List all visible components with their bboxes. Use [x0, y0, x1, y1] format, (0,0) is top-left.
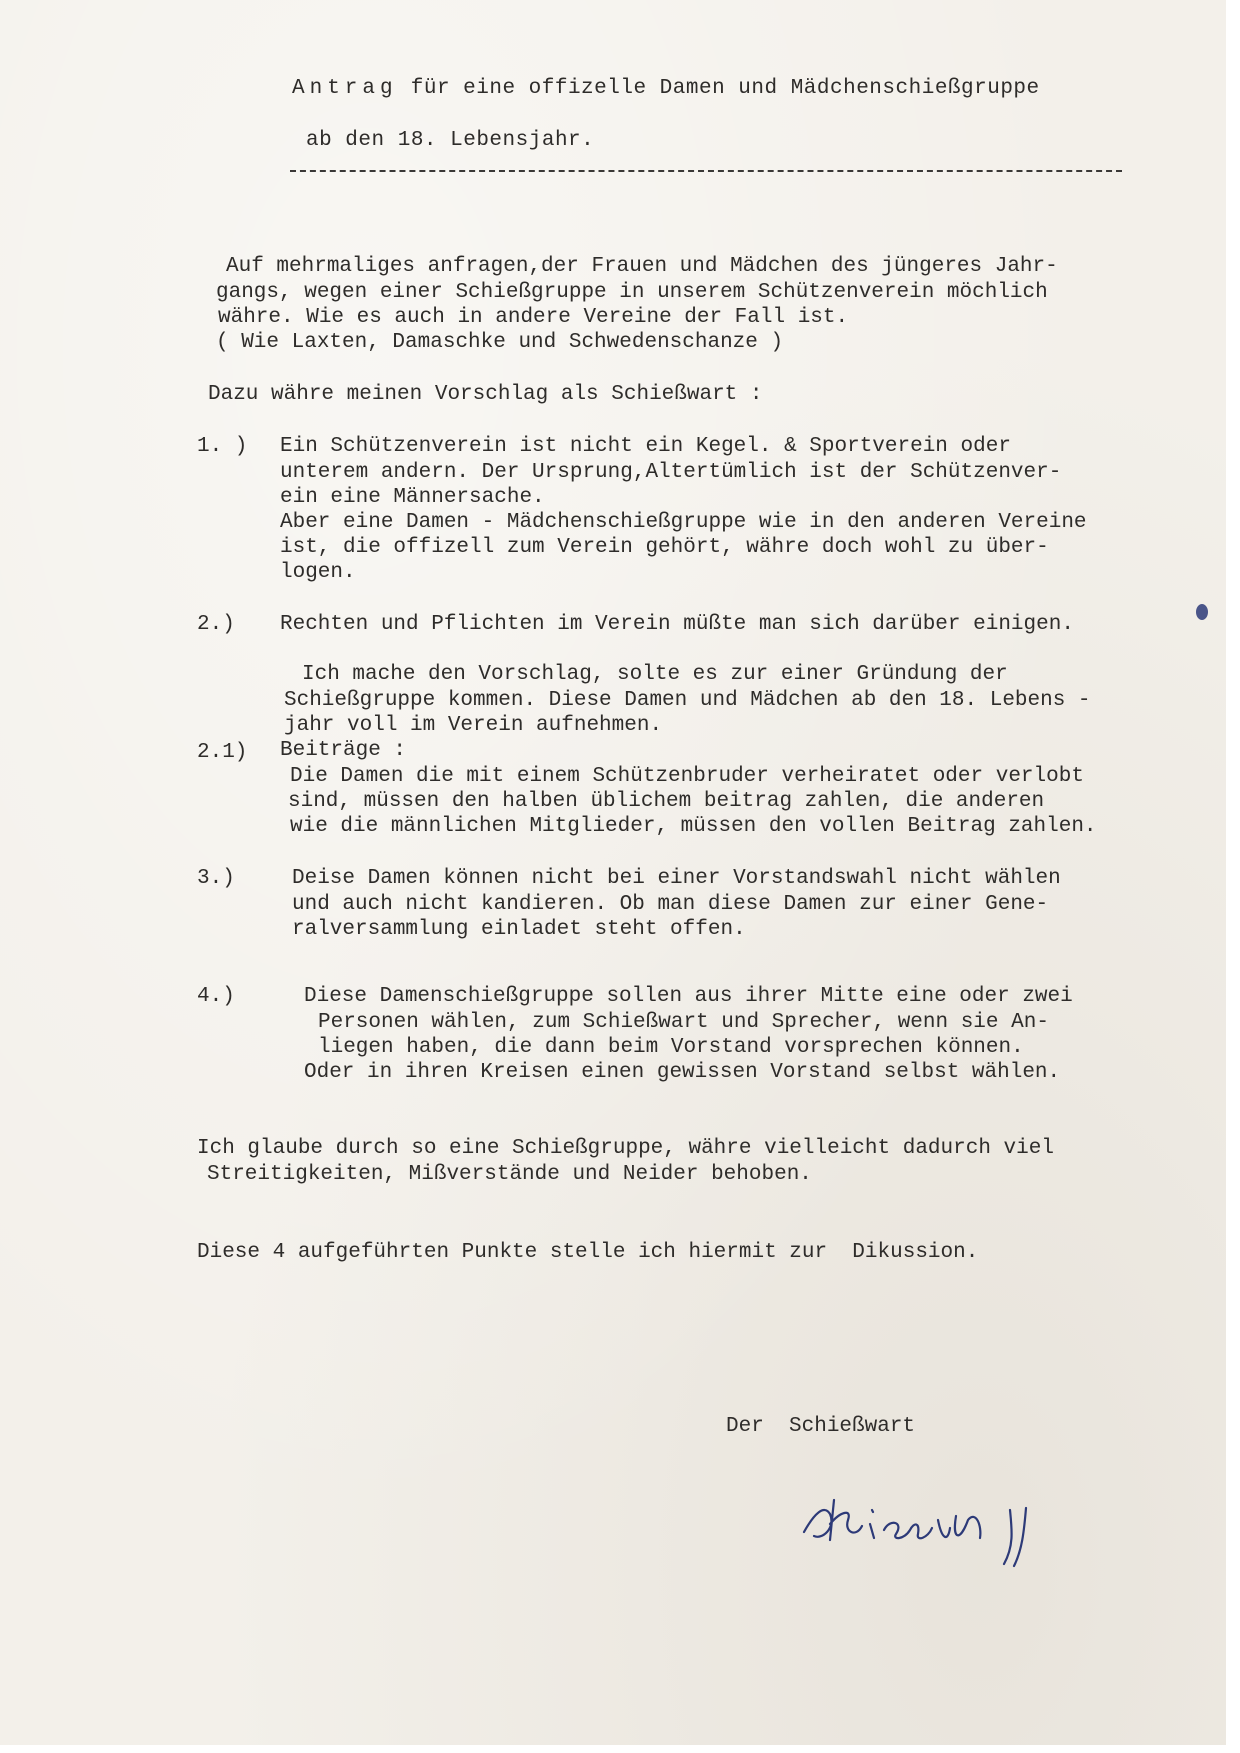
point-2-1-heading: Beiträge :: [280, 739, 407, 762]
title-underline: [290, 170, 1122, 172]
title-line1-rest: für eine offizelle Damen und Mädchenschießgruppe: [410, 77, 1040, 100]
point-1-number: 1. ): [197, 435, 248, 458]
closing-line-1: Ich glaube durch so eine Schießgruppe, währe vielleicht dadurch viel: [197, 1137, 1054, 1160]
proposal-intro: Dazu währe meinen Vorschlag als Schießwart :: [208, 383, 763, 406]
point-1-line-5: ist, die offizell zum Verein gehört, währe doch wohl zu über-: [280, 536, 1049, 559]
point-4-line-4: Oder in ihren Kreisen einen gewissen Vorstand selbst wählen.: [304, 1061, 1061, 1084]
point-2-line: Rechten und Pflichten im Verein müßte man sich darüber einigen.: [280, 613, 1074, 636]
intro-line-1: Auf mehrmaliges anfragen,der Frauen und Mädchen des jüngeres Jahr-: [226, 255, 1058, 278]
intro-line-2: gangs, wegen einer Schießgruppe in unserem Schützenverein möchlich: [216, 281, 1048, 304]
point-3-line-1: Deise Damen können nicht bei einer Vorstandswahl nicht wählen: [292, 867, 1061, 890]
point-1-line-2: unterem andern. Der Ursprung,Altertümlich ist der Schützenver-: [280, 461, 1062, 484]
point-2-number: 2.): [197, 613, 235, 636]
intro-line-3: währe. Wie es auch in andere Vereine der Fall ist.: [218, 306, 849, 329]
signature-role: Der Schießwart: [726, 1415, 916, 1438]
point-4-line-2: Personen wählen, zum Schießwart und Sprecher, wenn sie An-: [318, 1011, 1049, 1034]
point-2-paragraph-line-1: Ich mache den Vorschlag, solte es zur einer Gründung der: [302, 663, 1008, 686]
closing-line-2: Streitigkeiten, Mißverstände und Neider behoben.: [207, 1163, 812, 1186]
point-4-line-1: Diese Damenschießgruppe sollen aus ihrer Mitte eine oder zwei: [304, 985, 1073, 1008]
point-3-line-2: und auch nicht kandieren. Ob man diese Damen zur einer Gene-: [292, 893, 1049, 916]
point-3-number: 3.): [197, 867, 235, 890]
ink-blot: [1196, 604, 1208, 620]
point-2-1-line-1: Die Damen die mit einem Schützenbruder verheiratet oder verlobt: [290, 765, 1084, 788]
point-2-paragraph-line-3: jahr voll im Verein aufnehmen.: [284, 714, 663, 737]
point-2-1-number: 2.1): [197, 741, 248, 764]
point-2-paragraph-line-2: Schießgruppe kommen. Diese Damen und Mädchen ab den 18. Lebens -: [284, 689, 1091, 712]
point-1-line-4: Aber eine Damen - Mädchenschießgruppe wie in den anderen Vereine: [280, 511, 1087, 534]
handwritten-signature: [800, 1480, 1090, 1570]
point-1-line-6: logen.: [280, 561, 356, 584]
discussion-line: Diese 4 aufgeführten Punkte stelle ich hiermit zur Dikussion.: [197, 1241, 979, 1264]
point-4-number: 4.): [197, 985, 235, 1008]
point-4-line-3: liegen haben, die dann beim Vorstand vorsprechen können.: [318, 1036, 1024, 1059]
point-3-line-3: ralversammlung einladet steht offen.: [292, 918, 746, 941]
document-title-line1: [292, 76, 1040, 102]
document-title-line2: ab den 18. Lebensjahr.: [306, 129, 595, 152]
title-antrag: Antrag: [292, 77, 398, 100]
point-2-1-line-2: sind, müssen den halben üblichem beitrag zahlen, die anderen: [288, 790, 1045, 813]
point-1-line-1: Ein Schützenverein ist nicht ein Kegel. & Sportverein oder: [280, 435, 1011, 458]
point-2-1-line-3: wie die männlichen Mitglieder, müssen den vollen Beitrag zahlen.: [290, 815, 1097, 838]
intro-line-4: ( Wie Laxten, Damaschke und Schwedenschanze ): [216, 331, 784, 354]
point-1-line-3: ein eine Männersache.: [280, 486, 545, 509]
